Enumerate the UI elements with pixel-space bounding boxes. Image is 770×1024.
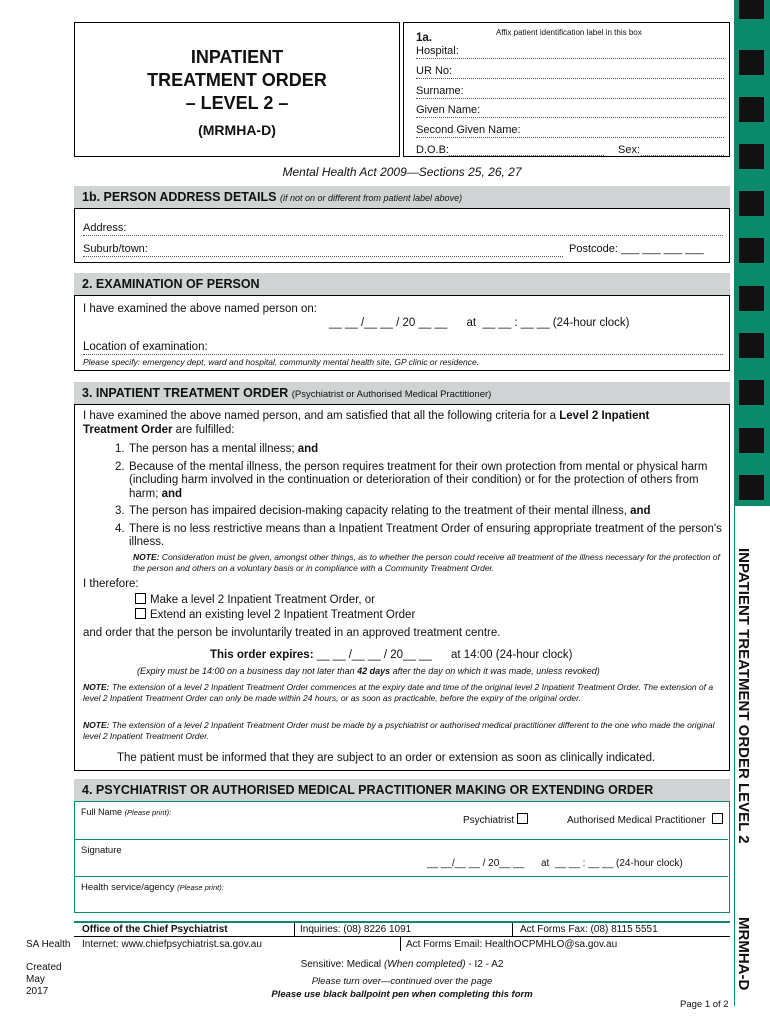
health-service-field[interactable] <box>81 882 224 893</box>
index-tab-11 <box>739 475 764 500</box>
page-number: Page 1 of 2 <box>680 999 729 1010</box>
contact-table <box>74 921 730 951</box>
patient-label-box <box>403 22 730 157</box>
suburb-field[interactable] <box>83 243 563 257</box>
section-4-header <box>74 779 730 801</box>
act-reference: Mental Health Act 2009—Sections 25, 26, 27 <box>282 165 522 179</box>
created-date: Created May 2017 <box>26 962 62 997</box>
index-tab-6 <box>739 238 764 263</box>
fullname-field[interactable] <box>75 802 728 840</box>
form-code: (MRMHA-D) <box>198 122 276 138</box>
criterion-2: 2. Because of the mental illness, the person requires treatment for their own protection from mental or physical harm (including harm involved in the continuation or deterioration of their condition) or for the protection of others from harm; and <box>115 460 708 500</box>
side-title: INPATIENT TREATMENT ORDER LEVEL 2 <box>735 548 752 844</box>
section-1a: 1a. <box>416 32 432 44</box>
criteria-intro: I have examined the above named person, and am satisfied that all the following criteria for a Level 2 Inpatient Treatment Order are fulfilled: <box>83 410 650 436</box>
different-practitioner-note: NOTE: The extension of a level 2 Inpatient Treatment Order must be made by a psychiatrist or authorised medical practitioner different to the one who made the original level 2 Inpatient Treatment Order. <box>83 720 715 741</box>
psychiatrist-option[interactable] <box>463 813 532 826</box>
suburb-label: Suburb/town: <box>83 243 148 255</box>
section-3-sub: (Psychiatrist or Authorised Medical Practitioner) <box>291 389 492 400</box>
title-line2: TREATMENT ORDER <box>147 70 327 90</box>
affix-note: Affix patient identification label in this box <box>496 28 642 37</box>
section-1b-header <box>74 186 730 208</box>
dob-label: D.O.B: <box>416 144 450 156</box>
pen-instruction: Please use black ballpoint pen when completing this form <box>271 989 533 1000</box>
section-1b-sub: (if not on or different from patient label above) <box>279 193 463 203</box>
fullname-sub: (Please print): <box>124 808 172 817</box>
section-3-body <box>74 404 730 771</box>
signature-datetime-field[interactable]: __ __/__ __ / 20__ __ at __ __ : __ __ (24-hour clock) <box>427 858 683 869</box>
make-order-option[interactable] <box>135 593 375 608</box>
title-line3: – LEVEL 2 – <box>185 93 289 113</box>
health-service-sub: (Please print): <box>177 883 224 892</box>
inform-statement: The patient must be informed that they are subject to an order or extension as soon as clinically indicated. <box>117 752 656 764</box>
index-tab-5 <box>739 191 764 216</box>
signature-field[interactable] <box>75 840 728 877</box>
make-order-checkbox[interactable] <box>135 593 146 604</box>
section-3-title: 3. INPATIENT TREATMENT ORDER <box>82 386 289 400</box>
index-tab-3 <box>739 97 764 122</box>
signature-label: Signature <box>81 845 122 856</box>
location-label: Location of examination: <box>83 341 208 353</box>
criterion-1: 1. The person has a mental illness; and <box>115 443 319 455</box>
section-4-body <box>74 801 730 913</box>
criterion-3: 3. The person has impaired decision-making capacity relating to the treatment of their mental illness, and <box>115 505 651 517</box>
index-tab-4 <box>739 144 764 169</box>
section-2-title: 2. EXAMINATION OF PERSON <box>82 277 260 291</box>
office-name: Office of the Chief Psychiatrist <box>82 924 228 935</box>
ur-field[interactable] <box>416 65 724 79</box>
examination-datetime-field[interactable]: __ __ /__ __ / 20 __ __ at __ __ : __ __ (24-hour clock) <box>329 317 630 329</box>
fullname-label: Full Name <box>81 807 123 817</box>
inquiries: Inquiries: (08) 8226 1091 <box>300 924 412 935</box>
location-hint: Please specify: emergency dept, ward and hospital, community mental health site, GP clinic or residence. <box>83 357 480 367</box>
section-2-header <box>74 273 730 295</box>
extend-order-option[interactable] <box>135 608 415 623</box>
criteria-note: NOTE: Consideration must be given, amongst other things, as to whether the person could receive all treatment of the illness necessary for the protection of the person and others on a voluntary basis or in compliance with a Community Treatment Order. <box>133 551 720 573</box>
extend-order-checkbox[interactable] <box>135 608 146 619</box>
order-statement: and order that the person be involuntarily treated in an approved treatment centre. <box>83 627 501 639</box>
sex-label: Sex: <box>618 144 641 156</box>
psychiatrist-checkbox[interactable] <box>517 813 528 824</box>
surname-field[interactable] <box>416 85 724 99</box>
sensitivity-classification: Sensitive: Medical (When completed) - I2 - A2 <box>300 959 504 970</box>
internet-link[interactable]: Internet: www.chiefpsychiatrist.sa.gov.au <box>82 939 262 950</box>
ur-label: UR No: <box>416 65 453 77</box>
extend-order-label: Extend an existing level 2 Inpatient Treatment Order <box>150 609 416 621</box>
title-line1: INPATIENT <box>190 47 284 67</box>
given-name-field[interactable] <box>416 104 724 118</box>
address-field[interactable] <box>83 222 723 236</box>
extension-note: NOTE: The extension of a level 2 Inpatient Treatment Order commences at the expiry date and time of the original level 2 Inpatient Treatment Order. The extension of a level 2 Inpatient Treatment Order can only be made within 24 hours, or as soon as practicable, before the expiry of the original order. <box>83 682 714 703</box>
section-3-header <box>74 382 730 404</box>
criteria-list <box>115 443 725 574</box>
location-field[interactable] <box>83 341 723 355</box>
second-given-name-field[interactable] <box>416 124 724 138</box>
amp-checkbox[interactable] <box>712 813 723 824</box>
sex-field[interactable] <box>618 144 724 156</box>
index-tab-1 <box>739 0 764 19</box>
postcode-blanks: ___ ___ ___ ___ <box>620 243 704 255</box>
surname-label: Surname: <box>416 85 464 97</box>
hospital-label: Hospital: <box>416 45 459 57</box>
hospital-field[interactable] <box>416 45 724 59</box>
postcode-label: Postcode: <box>569 243 618 255</box>
second-given-name-label: Second Given Name: <box>416 124 521 136</box>
index-tab-9 <box>739 380 764 405</box>
forms-fax: Act Forms Fax: (08) 8115 5551 <box>520 924 658 935</box>
given-name-label: Given Name: <box>416 104 481 116</box>
section-1b-body <box>74 208 730 263</box>
sa-health-logo-text: SA Health <box>26 939 71 950</box>
section-1b-title: 1b. PERSON ADDRESS DETAILS <box>82 190 277 204</box>
side-form-code: MRMHA-D <box>735 917 752 991</box>
section-2-body <box>74 295 730 371</box>
expiry-field[interactable] <box>210 649 572 663</box>
expiry-label: This order expires: <box>210 649 314 661</box>
index-tab-8 <box>739 333 764 358</box>
index-tab-2 <box>739 50 764 75</box>
dob-field[interactable] <box>416 144 604 156</box>
health-service-label: Health service/agency <box>81 882 175 893</box>
address-label: Address: <box>83 222 127 234</box>
turn-over-note: Please turn over—continued over the page <box>311 976 493 987</box>
examined-text: I have examined the above named person on: <box>83 303 317 315</box>
index-tab-7 <box>739 286 764 311</box>
title-box <box>74 22 400 157</box>
postcode-field[interactable] <box>569 243 704 255</box>
expiry-value: __ __ /__ __ / 20__ __ at 14:00 (24-hour clock) <box>313 649 573 661</box>
section-4-title: 4. PSYCHIATRIST OR AUTHORISED MEDICAL PRACTITIONER MAKING OR EXTENDING ORDER <box>82 783 654 797</box>
amp-label: Authorised Medical Practitioner <box>567 815 706 826</box>
index-tab-10 <box>739 428 764 453</box>
forms-email[interactable]: Act Forms Email: HealthOCPMHLO@sa.gov.au <box>406 939 618 950</box>
make-order-label: Make a level 2 Inpatient Treatment Order, or <box>150 594 376 606</box>
amp-option[interactable] <box>567 813 727 826</box>
therefore-text: I therefore: <box>83 578 139 590</box>
psychiatrist-label: Psychiatrist <box>463 815 515 826</box>
criterion-4: 4. There is no less restrictive means than a Inpatient Treatment Order of ensuring appropriate treatment of the person's illness. <box>115 522 722 548</box>
expiry-rule: (Expiry must be 14:00 on a business day not later than 42 days after the day on which it was made, unless revoked) <box>137 666 600 676</box>
